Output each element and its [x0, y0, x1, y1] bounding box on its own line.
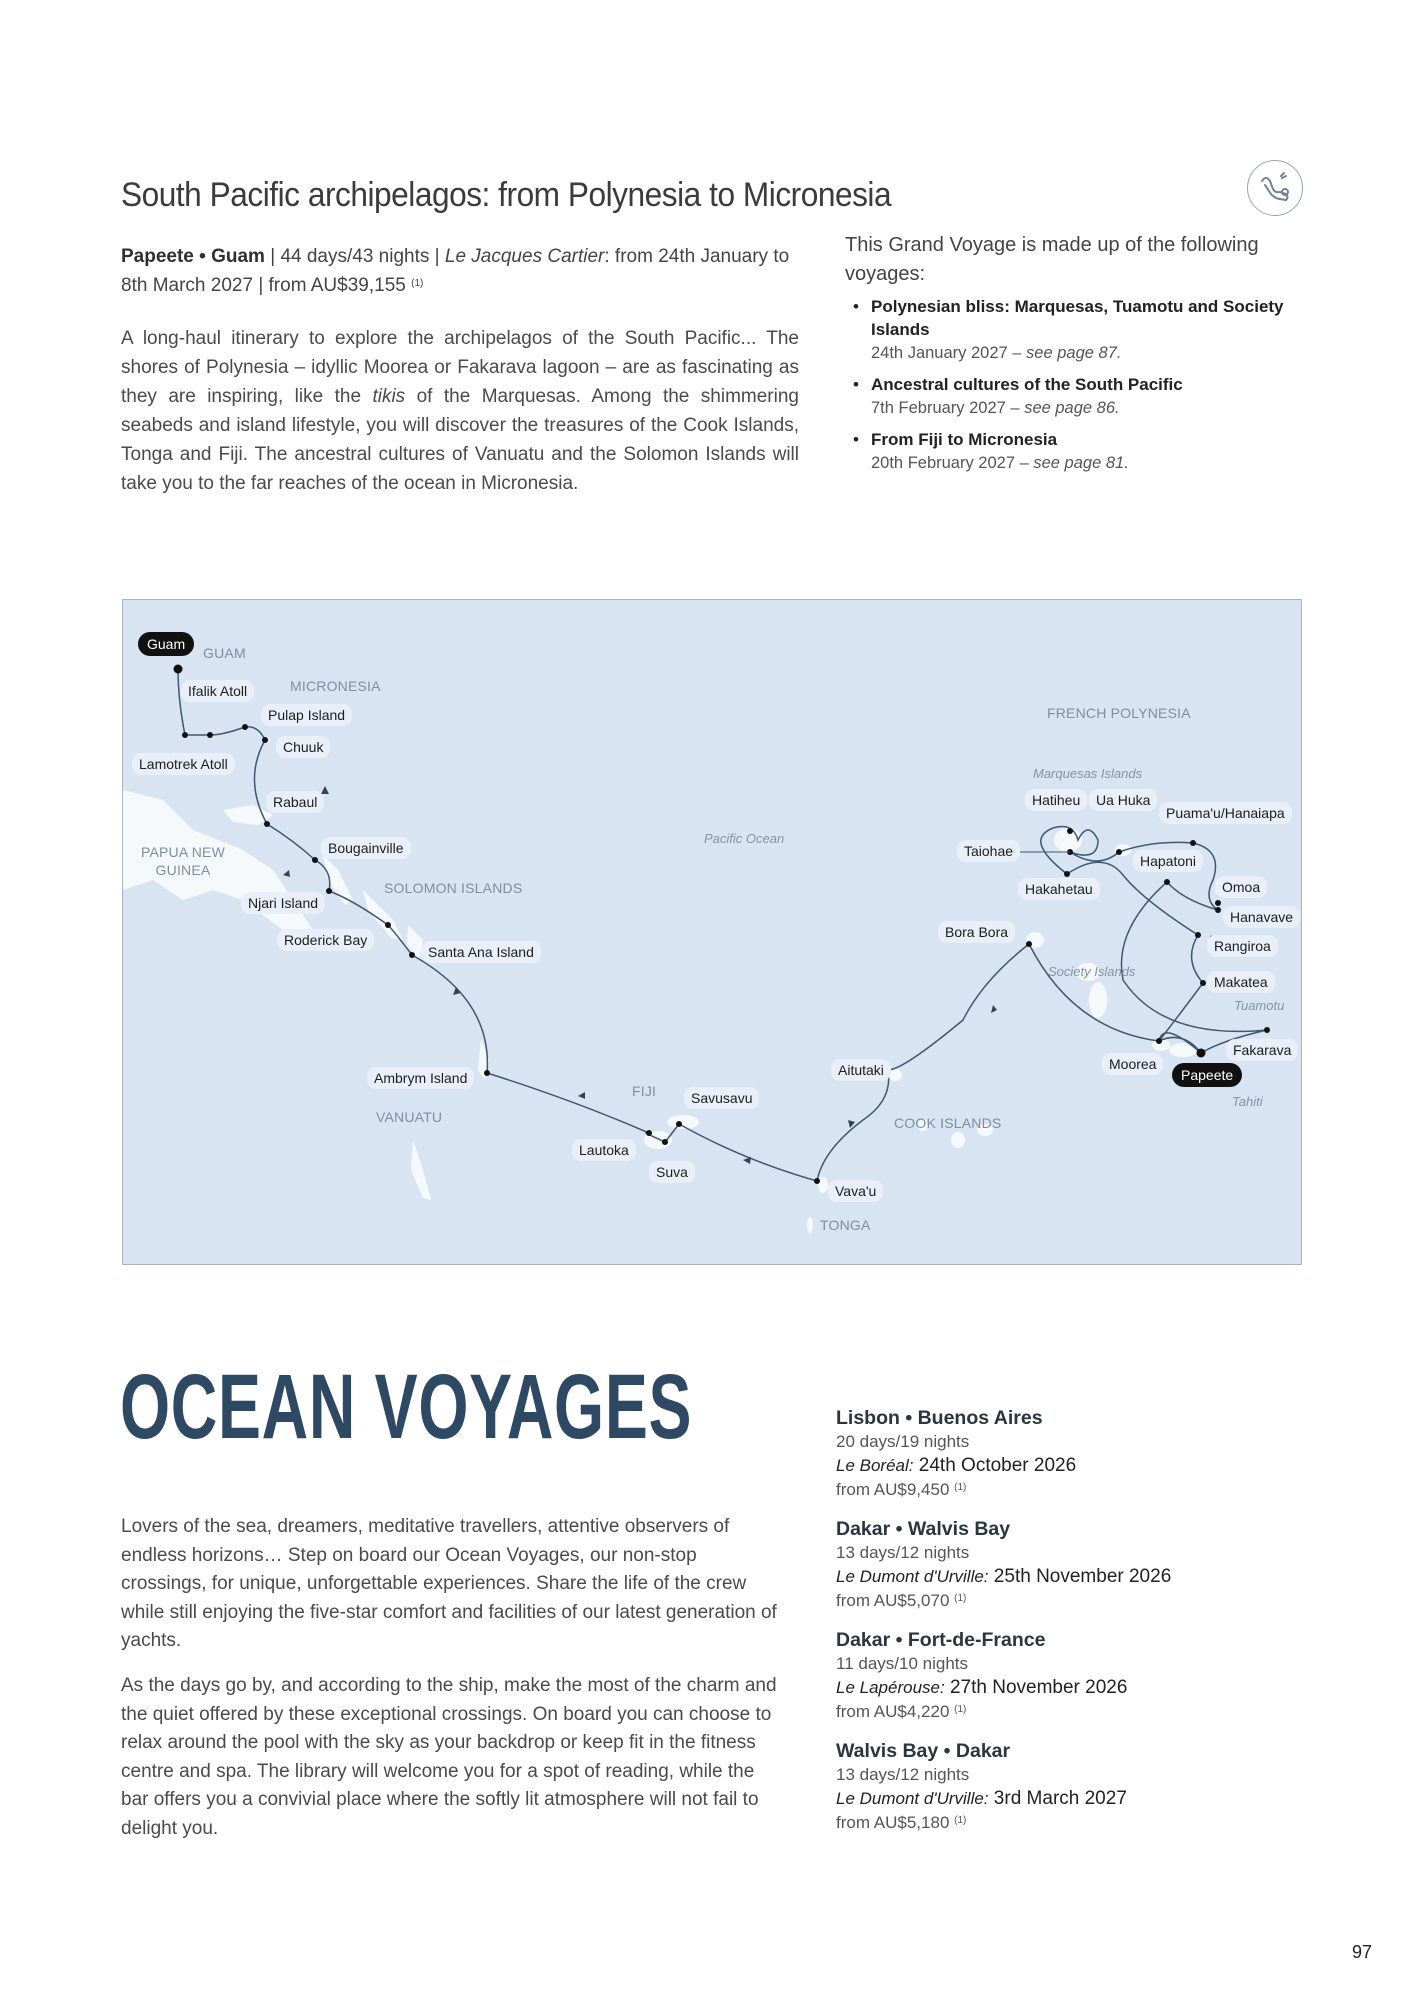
archipelago-label: Society Islands	[1048, 964, 1136, 979]
ship-name: Le Dumont d'Urville:	[836, 1789, 989, 1808]
departure-date: 24th October 2026	[913, 1455, 1077, 1476]
port-label: Puama'u/Hanaiapa	[1159, 802, 1292, 824]
separator: |	[258, 275, 264, 296]
voyage-route: Walvis Bay • Dakar	[836, 1740, 1011, 1762]
port-label: Ambrym Island	[367, 1067, 474, 1089]
voyage-price	[836, 1590, 1306, 1611]
port-label: Lamotrek Atoll	[132, 753, 235, 775]
itinerary-map	[122, 599, 1302, 1265]
port-label: Hatiheu	[1025, 789, 1087, 811]
voyage-ship-date	[836, 1785, 1306, 1812]
port-label: Aitutaki	[831, 1059, 891, 1081]
region-label: MICRONESIA	[290, 678, 381, 694]
voyage-title: • Polynesian bliss: Marquesas, Tuamotu and Society Islands	[871, 297, 1284, 339]
ship-name: Le Lapérouse:	[836, 1678, 945, 1697]
list-item	[845, 428, 1305, 475]
separator: |	[434, 246, 440, 267]
voyage-summary	[121, 242, 811, 300]
voyage-entry	[836, 1517, 1306, 1611]
voyage-entry	[836, 1406, 1306, 1500]
region-label: SOLOMON ISLANDS	[384, 880, 523, 896]
footnote-marker: (1)	[954, 1482, 967, 1493]
voyage-ship-date	[836, 1452, 1306, 1479]
port-label: Pulap Island	[261, 704, 352, 726]
port-label: Suva	[649, 1161, 695, 1183]
intro-paragraph	[121, 324, 799, 498]
ship-name: Le Jacques Cartier	[444, 246, 605, 267]
voyage-date: 7th February 2027 –	[871, 399, 1025, 417]
port-label: Lautoka	[572, 1139, 636, 1161]
port-label-papeete: Papeete	[1172, 1063, 1242, 1087]
intro-emphasis: tikis	[372, 386, 406, 407]
voyage-route: Dakar • Walvis Bay	[836, 1518, 1011, 1540]
voyage-price: from AU$39,155	[268, 275, 406, 296]
archipelago-label: Tuamotu	[1234, 998, 1285, 1013]
voyage-duration: 11 days/10 nights	[836, 1654, 968, 1673]
list-item	[845, 295, 1305, 365]
section-title: OCEAN VOYAGES	[120, 1356, 693, 1458]
port-label: Rangiroa	[1207, 935, 1278, 957]
port-label: Chuuk	[276, 736, 330, 758]
port-label-guam: Guam	[138, 632, 194, 656]
port-label: Santa Ana Island	[421, 941, 541, 963]
departure-date: 3rd March 2027	[988, 1788, 1127, 1809]
voyage-list	[845, 295, 1305, 475]
page-number: 97	[1352, 1942, 1373, 1962]
port-label: Moorea	[1102, 1053, 1163, 1075]
voyage-price	[836, 1701, 1306, 1722]
paragraph: Lovers of the sea, dreamers, meditative travellers, attentive observers of endless horizons… Step on board our Ocean Voyages, our non-stop crossings, for unique, unforgettable experiences. Share the life of the crew while still enjoying the five-star comfort and facilities of our latest generation of yachts.	[121, 1516, 777, 1652]
region-label: GUAM	[203, 645, 246, 661]
voyage-date: 24th January 2027 –	[871, 344, 1027, 362]
separator: |	[270, 246, 276, 267]
region-label: TONGA	[820, 1217, 871, 1233]
voyage-title: • Ancestral cultures of the South Pacific	[871, 375, 1183, 394]
departure-date: 25th November 2026	[988, 1566, 1172, 1587]
voyage-ship-date	[836, 1674, 1306, 1701]
port-label: Taiohae	[957, 840, 1020, 862]
footnote-marker: (1)	[954, 1704, 967, 1715]
voyage-duration: 20 days/19 nights	[836, 1432, 970, 1451]
footnote-marker: (1)	[954, 1815, 967, 1826]
grand-voyage-box	[845, 231, 1305, 483]
port-label: Rabaul	[266, 791, 324, 813]
port-label: Vava'u	[828, 1180, 883, 1202]
price: from AU$9,450	[836, 1480, 950, 1499]
ocean-voyages-list	[836, 1406, 1306, 1850]
region-label: COOK ISLANDS	[894, 1115, 1002, 1131]
grand-voyage-heading: This Grand Voyage is made up of the following voyages:	[845, 234, 1259, 285]
voyage-route: Dakar • Fort-de-France	[836, 1629, 1046, 1651]
voyage-route: Papeete • Guam	[121, 246, 265, 267]
port-label: Hakahetau	[1018, 878, 1100, 900]
archipelago-label: Marquesas Islands	[1033, 766, 1143, 781]
region-label: FRENCH POLYNESIA	[1047, 705, 1191, 721]
page-reference: see page 87.	[1026, 344, 1122, 362]
voyage-duration: 13 days/12 nights	[836, 1543, 970, 1562]
intro-text: of the Marquesas. Among the shimmering seabeds and island lifestyle, you will discover the treasures of the Cook Islands, Tonga and Fiji. The ancestral cultures of Vanuatu and the Solomon Islands will take you to the far reaches of the ocean in Micronesia.	[121, 386, 799, 494]
voyage-entry	[836, 1628, 1306, 1722]
port-label: Ua Huka	[1089, 789, 1157, 811]
ship-name: Le Dumont d'Urville:	[836, 1567, 989, 1586]
voyage-route: Lisbon • Buenos Aires	[836, 1407, 1043, 1429]
voyage-duration: 13 days/12 nights	[836, 1765, 970, 1784]
departure-date: 27th November 2026	[944, 1677, 1128, 1698]
port-label: Fakarava	[1226, 1039, 1298, 1061]
ocean-voyages-description	[121, 1513, 781, 1860]
ocean-label: Pacific Ocean	[704, 831, 785, 846]
intro-text: A long-haul itinerary to explore the archipelagos of the South Pacific... The shores of Polynesia – idyllic Moorea or Fakarava lagoon – are as fascinating as they are inspiring, like the	[121, 328, 799, 407]
region-label: VANUATU	[376, 1109, 443, 1125]
footnote-marker: (1)	[954, 1593, 967, 1604]
page-title: South Pacific archipelagos: from Polynesia to Micronesia	[121, 176, 892, 214]
voyage-price	[836, 1479, 1306, 1500]
region-label: FIJI	[632, 1083, 657, 1099]
voyage-dates: : from 24th January to 8th March 2027	[121, 246, 790, 296]
price: from AU$5,070	[836, 1591, 950, 1610]
price: from AU$4,220	[836, 1702, 950, 1721]
list-item	[845, 373, 1305, 420]
port-label: Hanavave	[1223, 906, 1300, 928]
diving-icon	[1247, 160, 1303, 216]
voyage-date: 20th February 2027 –	[871, 454, 1034, 472]
port-label: Njari Island	[241, 892, 325, 914]
island-label: Tahiti	[1232, 1094, 1263, 1109]
page-reference: see page 81.	[1033, 454, 1129, 472]
paragraph: As the days go by, and according to the ship, make the most of the charm and the quiet offered by these exceptional crossings. On board you can choose to relax around the pool with the sky as your backdrop or keep fit in the fitness centre and spa. The library will welcome you for a spot of reading, while the bar offers you a convivial place where the softly lit atmosphere will not fail to delight you.	[121, 1674, 777, 1839]
price: from AU$5,180	[836, 1813, 950, 1832]
region-label: PAPUA NEW GUINEA	[140, 844, 225, 878]
port-label: Hapatoni	[1133, 850, 1203, 872]
port-label: Bora Bora	[938, 921, 1015, 943]
ship-name: Le Boréal:	[836, 1456, 914, 1475]
port-label: Savusavu	[684, 1087, 759, 1109]
voyage-ship-date	[836, 1563, 1306, 1590]
voyage-entry	[836, 1739, 1306, 1833]
voyage-price	[836, 1812, 1306, 1833]
port-label: Makatea	[1207, 971, 1275, 993]
port-label: Bougainville	[321, 837, 411, 859]
port-label: Omoa	[1215, 876, 1267, 898]
voyage-duration: 44 days/43 nights	[280, 246, 430, 267]
port-label: Roderick Bay	[277, 929, 374, 951]
page-reference: see page 86.	[1024, 399, 1120, 417]
voyage-title: • From Fiji to Micronesia	[871, 430, 1058, 449]
port-label: Ifalik Atoll	[181, 680, 254, 702]
footnote-marker: (1)	[411, 278, 424, 289]
